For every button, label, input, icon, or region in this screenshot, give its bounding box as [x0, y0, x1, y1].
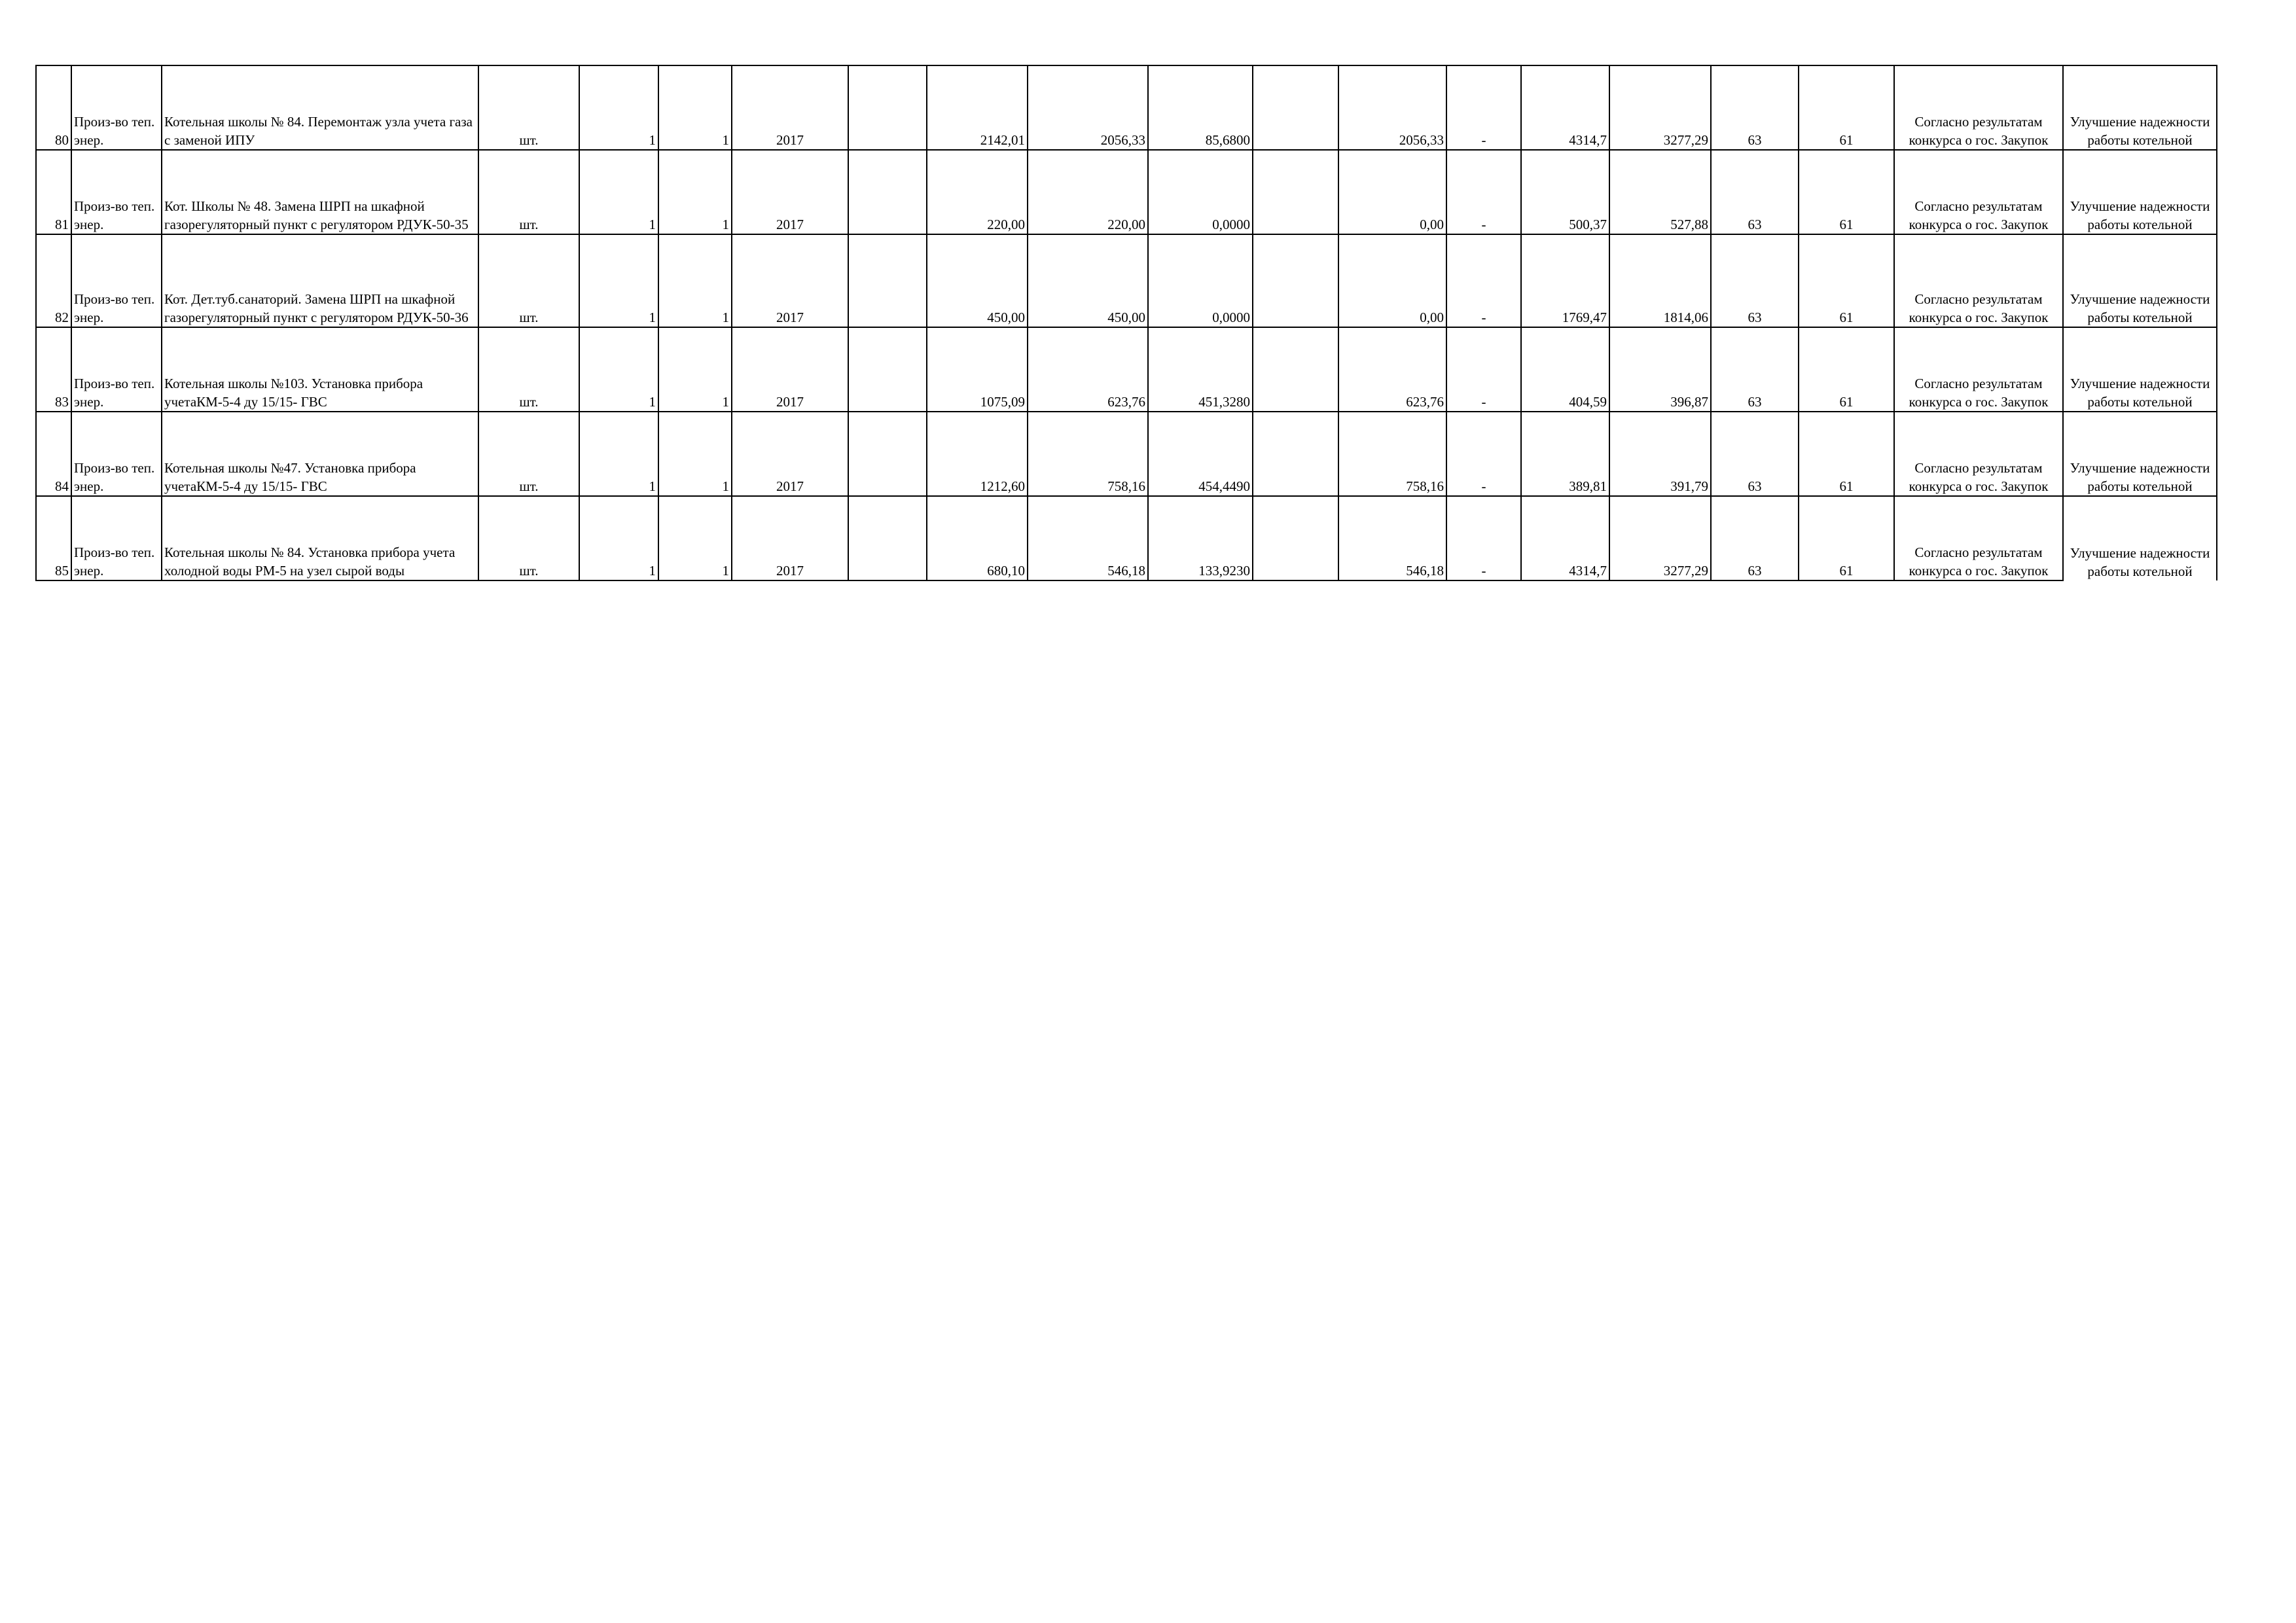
year-cell: 2017 [732, 65, 848, 150]
total-cost-cell: 220,00 [927, 150, 1028, 234]
quantity-1-cell: 1 [579, 150, 658, 234]
indicator-1-cell: 1769,47 [1521, 234, 1609, 327]
empty-cell [848, 65, 927, 150]
description-cell: Кот. Школы № 48. Замена ШРП на шкафной газорегуляторный пункт с регулятором РДУК-50-35 [162, 150, 478, 234]
unit-cell: шт. [478, 234, 579, 327]
dash-cell: - [1446, 234, 1521, 327]
quantity-1-cell: 1 [579, 412, 658, 496]
total-cost-cell: 1075,09 [927, 327, 1028, 412]
indicator-3-cell: 63 [1711, 150, 1799, 234]
table-row [36, 150, 2217, 234]
table-row [36, 327, 2217, 412]
empty-cell [1253, 412, 1338, 496]
year-cell: 2017 [732, 234, 848, 327]
table-row [36, 412, 2217, 496]
description-cell: Котельная школы № 84. Установка прибора учета холодной воды РМ-5 на узел сырой воды [162, 496, 478, 580]
indicator-2-cell: 3277,29 [1609, 65, 1711, 150]
indicator-1-cell: 500,37 [1521, 150, 1609, 234]
cost-3-cell: 454,4490 [1148, 412, 1253, 496]
total-cost-cell: 2142,01 [927, 65, 1028, 150]
dash-cell: - [1446, 150, 1521, 234]
quantity-2-cell: 1 [658, 412, 732, 496]
cost-4-cell: 546,18 [1338, 496, 1446, 580]
cost-3-cell: 451,3280 [1148, 327, 1253, 412]
empty-cell [1253, 234, 1338, 327]
goal-cell: Улучшение надежности работы котельной [2063, 412, 2217, 496]
cost-2-cell: 450,00 [1028, 234, 1148, 327]
indicator-4-cell: 61 [1799, 496, 1894, 580]
dash-cell: - [1446, 65, 1521, 150]
row-number: 84 [36, 412, 71, 496]
category-cell: Произ-во теп. энер. [71, 496, 162, 580]
year-cell: 2017 [732, 496, 848, 580]
indicator-1-cell: 4314,7 [1521, 65, 1609, 150]
category-cell: Произ-во теп. энер. [71, 327, 162, 412]
empty-cell [1253, 496, 1338, 580]
indicator-3-cell: 63 [1711, 65, 1799, 150]
unit-cell: шт. [478, 150, 579, 234]
goal-cell: Улучшение надежности работы котельной [2063, 150, 2217, 234]
unit-cell: шт. [478, 327, 579, 412]
cost-3-cell: 85,6800 [1148, 65, 1253, 150]
year-cell: 2017 [732, 327, 848, 412]
description-cell: Котельная школы №47. Установка прибора учетаКМ-5-4 ду 15/15- ГВС [162, 412, 478, 496]
dash-cell: - [1446, 412, 1521, 496]
quantity-1-cell: 1 [579, 327, 658, 412]
row-number: 81 [36, 150, 71, 234]
dash-cell: - [1446, 496, 1521, 580]
indicator-2-cell: 3277,29 [1609, 496, 1711, 580]
description-cell: Котельная школы №103. Установка прибора учетаКМ-5-4 ду 15/15- ГВС [162, 327, 478, 412]
empty-cell [848, 327, 927, 412]
indicator-1-cell: 404,59 [1521, 327, 1609, 412]
indicator-3-cell: 63 [1711, 412, 1799, 496]
empty-cell [848, 412, 927, 496]
quantity-1-cell: 1 [579, 496, 658, 580]
unit-cell: шт. [478, 412, 579, 496]
indicator-2-cell: 396,87 [1609, 327, 1711, 412]
indicator-4-cell: 61 [1799, 327, 1894, 412]
indicator-2-cell: 391,79 [1609, 412, 1711, 496]
description-cell: Котельная школы № 84. Перемонтаж узла учета газа с заменой ИПУ [162, 65, 478, 150]
basis-cell: Согласно результатам конкурса о гос. Закупок [1894, 327, 2063, 412]
cost-4-cell: 2056,33 [1338, 65, 1446, 150]
unit-cell: шт. [478, 496, 579, 580]
basis-cell: Согласно результатам конкурса о гос. Закупок [1894, 412, 2063, 496]
row-number: 82 [36, 234, 71, 327]
indicator-2-cell: 527,88 [1609, 150, 1711, 234]
description-cell: Кот. Дет.туб.санаторий. Замена ШРП на шкафной газорегуляторный пункт с регулятором РДУК-50-36 [162, 234, 478, 327]
basis-cell: Согласно результатам конкурса о гос. Закупок [1894, 496, 2063, 580]
row-number: 80 [36, 65, 71, 150]
cost-2-cell: 623,76 [1028, 327, 1148, 412]
table-row [36, 65, 2217, 150]
goal-cell: Улучшение надежности работы котельной [2063, 65, 2217, 150]
indicator-1-cell: 4314,7 [1521, 496, 1609, 580]
cost-3-cell: 0,0000 [1148, 234, 1253, 327]
category-cell: Произ-во теп. энер. [71, 234, 162, 327]
year-cell: 2017 [732, 150, 848, 234]
total-cost-cell: 1212,60 [927, 412, 1028, 496]
year-cell: 2017 [732, 412, 848, 496]
dash-cell: - [1446, 327, 1521, 412]
goal-cell: Улучшение надежности работы котельной [2063, 234, 2217, 327]
unit-cell: шт. [478, 65, 579, 150]
cost-4-cell: 623,76 [1338, 327, 1446, 412]
indicator-3-cell: 63 [1711, 327, 1799, 412]
cost-4-cell: 0,00 [1338, 234, 1446, 327]
quantity-2-cell: 1 [658, 234, 732, 327]
indicator-1-cell: 389,81 [1521, 412, 1609, 496]
quantity-2-cell: 1 [658, 327, 732, 412]
quantity-2-cell: 1 [658, 496, 732, 580]
row-number: 85 [36, 496, 71, 580]
indicator-4-cell: 61 [1799, 150, 1894, 234]
indicator-4-cell: 61 [1799, 65, 1894, 150]
indicator-2-cell: 1814,06 [1609, 234, 1711, 327]
empty-cell [1253, 65, 1338, 150]
row-number: 83 [36, 327, 71, 412]
total-cost-cell: 450,00 [927, 234, 1028, 327]
cost-3-cell: 133,9230 [1148, 496, 1253, 580]
quantity-1-cell: 1 [579, 234, 658, 327]
empty-cell [848, 234, 927, 327]
indicator-4-cell: 61 [1799, 234, 1894, 327]
table-row [36, 234, 2217, 327]
empty-cell [1253, 150, 1338, 234]
investment-program-table [35, 65, 2217, 581]
cost-2-cell: 758,16 [1028, 412, 1148, 496]
goal-cell: Улучшение надежности работы котельной [2063, 496, 2217, 580]
cost-2-cell: 2056,33 [1028, 65, 1148, 150]
empty-cell [1253, 327, 1338, 412]
empty-cell [848, 496, 927, 580]
indicator-3-cell: 63 [1711, 234, 1799, 327]
cost-4-cell: 758,16 [1338, 412, 1446, 496]
category-cell: Произ-во теп. энер. [71, 65, 162, 150]
basis-cell: Согласно результатам конкурса о гос. Закупок [1894, 150, 2063, 234]
empty-cell [848, 150, 927, 234]
quantity-2-cell: 1 [658, 150, 732, 234]
cost-4-cell: 0,00 [1338, 150, 1446, 234]
indicator-4-cell: 61 [1799, 412, 1894, 496]
table-row [36, 496, 2217, 580]
quantity-2-cell: 1 [658, 65, 732, 150]
basis-cell: Согласно результатам конкурса о гос. Закупок [1894, 65, 2063, 150]
cost-2-cell: 546,18 [1028, 496, 1148, 580]
quantity-1-cell: 1 [579, 65, 658, 150]
cost-2-cell: 220,00 [1028, 150, 1148, 234]
indicator-3-cell: 63 [1711, 496, 1799, 580]
total-cost-cell: 680,10 [927, 496, 1028, 580]
category-cell: Произ-во теп. энер. [71, 412, 162, 496]
basis-cell: Согласно результатам конкурса о гос. Закупок [1894, 234, 2063, 327]
goal-cell: Улучшение надежности работы котельной [2063, 327, 2217, 412]
cost-3-cell: 0,0000 [1148, 150, 1253, 234]
category-cell: Произ-во теп. энер. [71, 150, 162, 234]
